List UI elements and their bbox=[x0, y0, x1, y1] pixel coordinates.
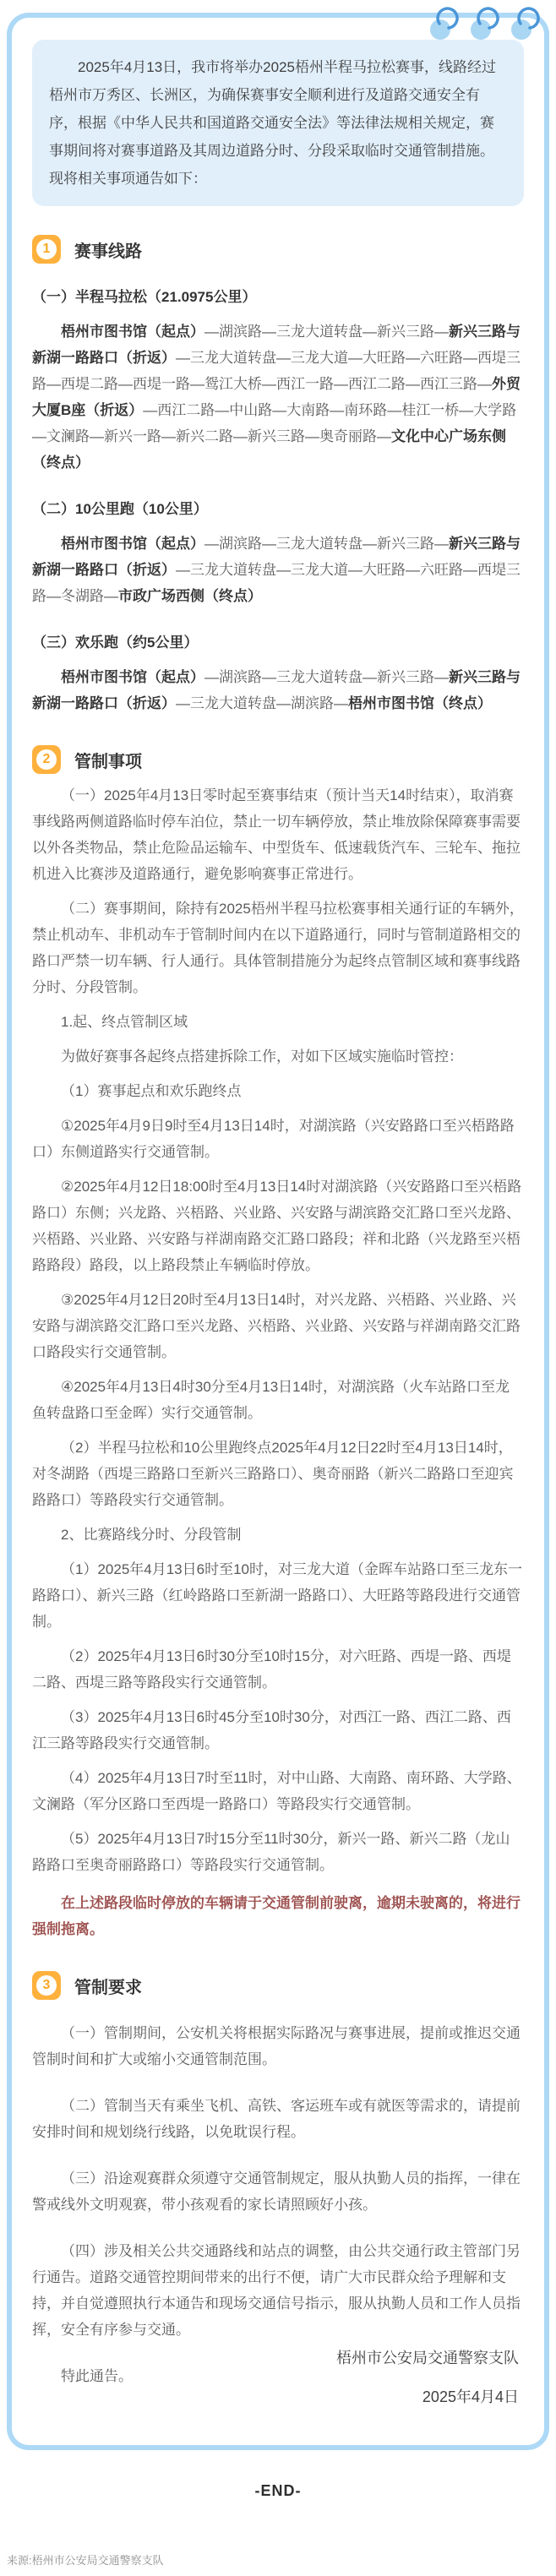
warning-text: 在上述路段临时停放的车辆请于交通管制前驶离，逾期未驶离的，将进行强制拖离。 bbox=[32, 1895, 521, 1937]
section-2-number: 2 bbox=[36, 749, 57, 770]
source-line: 来源:梧州市公安局交通警察支队 bbox=[7, 2554, 164, 2567]
binder-ring-icon bbox=[428, 2, 461, 42]
section-1-number: 1 bbox=[36, 239, 57, 259]
signature-block bbox=[336, 2339, 519, 2416]
section-2-title: 管制事项 bbox=[74, 752, 142, 771]
section-2-header bbox=[32, 745, 524, 774]
section-3-number: 3 bbox=[36, 1975, 57, 1996]
section-3-title: 管制要求 bbox=[74, 1978, 142, 1997]
route-half-marathon: 梧州市图书馆（起点）—湖滨路—三龙大道转盘—新兴三路—新兴三路与新湖一路路口（折返）—三龙大道转盘—三龙大道—大旺路—六旺路—西堤三路—西堤二路—西堤一路—鸳江大桥—西江一路—西江二路—西江三路—外贸大厦B座（折返）—西江二路—中山路—大南路—南环路—桂江一桥—大学路—文澜路—新兴一路—新兴二路—新兴三路—奥奇丽路—文化中心广场东侧（终点） bbox=[32, 324, 521, 471]
section-3-header bbox=[32, 1971, 524, 2000]
subsection-title-fun-run: （三）欢乐跑（约5公里） bbox=[32, 634, 199, 651]
notice-card bbox=[7, 13, 549, 2450]
control-item1-p2: ②2025年4月12日18:00时至4月13日14时对湖滨路（兴安路路口至兴梧路路口）东侧；兴龙路、兴梧路、兴业路、兴安路与湖滨路交汇路口至兴龙路、兴梧路、兴业路、兴安路与祥湖南路交汇路口路段；祥和北路（兴龙路至兴梧路路段）路段，以上路段禁止车辆临时停放。 bbox=[32, 1179, 522, 1273]
control-item1-sub1: （1）赛事起点和欢乐跑终点 bbox=[61, 1083, 242, 1099]
route-10km: 梧州市图书馆（起点）—湖滨路—三龙大道转盘—新兴三路—新兴三路与新湖一路路口（折返）—三龙大道转盘—三龙大道—大旺路—六旺路—西堤三路—冬湖路—市政广场西侧（终点） bbox=[32, 536, 521, 604]
section-3-badge bbox=[32, 1971, 61, 2000]
binder-ring-icon bbox=[509, 2, 542, 42]
intro-panel bbox=[32, 40, 524, 206]
control-item1-p5: （2）半程马拉松和10公里跑终点2025年4月12日22时至4月13日14时，对冬湖路（西堤三路路口至新兴三路路口）、奥奇丽路（新兴二路路口至迎宾路路口）等路段实行交通管制。 bbox=[32, 1440, 514, 1508]
section-1-title: 赛事线路 bbox=[74, 242, 142, 261]
requirement-para-3: （三）沿途观赛群众须遵守交通管制规定，服从执勤人员的指挥，一律在警戒线外文明观赛，带小孩观看的家长请照顾好小孩。 bbox=[32, 2170, 521, 2213]
control-para-1: （一）2025年4月13日零时起至赛事结束（预计当天14时结束），取消赛事线路两侧道路临时停车泊位，禁止一切车辆停放，禁止堆放除保障赛事需要以外各类物品，禁止危险品运输车、中型货车、低速载货汽车、三轮车、拖拉机进入比赛涉及道路通行，避免影响赛事正常进行。 bbox=[32, 787, 521, 882]
end-marker: -END- bbox=[254, 2482, 302, 2499]
requirement-para-4: （四）涉及相关公共交通路线和站点的调整，由公共交通行政主管部门另行通告。道路交通管控期间带来的出行不便，请广大市民群众给予理解和支持，并自觉遵照执行本通告和现场交通信号指示，服从执勤人员和工作人员指挥，安全有序参与交通。 bbox=[32, 2243, 521, 2338]
control-item2-title: 2、比赛路线分时、分段管制 bbox=[61, 1527, 242, 1543]
signature-date: 2025年4月4日 bbox=[422, 2388, 519, 2405]
control-item2-p1: （1）2025年4月13日6时至10时，对三龙大道（金晖车站路口至三龙东一路路口）、新兴三路（红岭路路口至新湖一路路口）、大旺路等路段进行交通管制。 bbox=[32, 1561, 522, 1630]
control-item2-p2: （2）2025年4月13日6时30分至10时15分，对六旺路、西堤一路、西堤二路、西堤三路等路段实行交通管制。 bbox=[32, 1648, 511, 1691]
subsection-title-10km: （二）10公里跑（10公里） bbox=[32, 501, 208, 517]
section-2-badge bbox=[32, 745, 61, 774]
control-item1-title: 1.起、终点管制区域 bbox=[61, 1014, 188, 1030]
route-fun-run: 梧州市图书馆（起点）—湖滨路—三龙大道转盘—新兴三路—新兴三路与新湖一路路口（折返）—三龙大道转盘—湖滨路—梧州市图书馆（终点） bbox=[32, 669, 521, 711]
control-item1-p3: ③2025年4月12日20时至4月13日14时，对兴龙路、兴梧路、兴业路、兴安路与湖滨路交汇路口至兴龙路、兴梧路、兴业路、兴安路与祥湖南路交汇路口路段实行交通管制。 bbox=[32, 1292, 521, 1360]
control-item1-p1: ①2025年4月9日9时至4月13日14时，对湖滨路（兴安路路口至兴梧路路口）东侧道路实行交通管制。 bbox=[32, 1118, 515, 1160]
control-para-2: （二）赛事期间，除持有2025梧州半程马拉松赛事相关通行证的车辆外，禁止机动车、非机动车于管制时间内在以下道路通行，同时与管制道路相交的路口严禁一切车辆、行人通行。具体管制措施分为起终点管制区域和赛事线路分时、分段管制。 bbox=[32, 901, 524, 995]
control-item1-intro: 为做好赛事各起终点搭建拆除工作，对如下区域实施临时管控： bbox=[61, 1048, 463, 1065]
control-item2-p4: （4）2025年4月13日7时至11时，对中山路、大南路、南环路、大学路、文澜路（军分区路口至西堤一路路口）等路段实行交通管制。 bbox=[32, 1770, 521, 1812]
binder-rings bbox=[428, 2, 542, 42]
control-item1-p4: ④2025年4月13日4时30分至4月13日14时，对湖滨路（火车站路口至龙鱼转盘路口至金晖）实行交通管制。 bbox=[32, 1379, 510, 1421]
requirement-para-2: （二）管制当天有乘坐飞机、高铁、客运班车或有就医等需求的，请提前安排时间和规划绕行线路，以免耽误行程。 bbox=[32, 2098, 521, 2140]
binder-ring-icon bbox=[468, 2, 502, 42]
control-item2-p5: （5）2025年4月13日7时15分至11时30分，新兴一路、新兴二路（龙山路路口至奥奇丽路路口）等路段实行交通管制。 bbox=[32, 1831, 510, 1873]
intro-text: 2025年4月13日，我市将举办2025梧州半程马拉松赛事，线路经过梧州市万秀区、长洲区，为确保赛事安全顺利进行及道路交通安全有序，根据《中华人民共和国道路交通安全法》等法律法规相关规定，赛事期间将对赛事道路及其周边道路分时、分段采取临时交通管制措施。现将相关事项通告如下： bbox=[49, 59, 496, 187]
closing-text: 特此通告。 bbox=[61, 2368, 133, 2384]
signature-agency: 梧州市公安局交通警察支队 bbox=[336, 2350, 519, 2366]
subsection-title-half-marathon: （一）半程马拉松（21.0975公里） bbox=[32, 289, 257, 305]
control-item2-p3: （3）2025年4月13日6时45分至10时30分，对西江一路、西江二路、西江三路等路段实行交通管制。 bbox=[32, 1709, 511, 1751]
section-1-badge bbox=[32, 235, 61, 264]
requirement-para-1: （一）管制期间，公安机关将根据实际路况与赛事进展，提前或推迟交通管制时间和扩大或缩小交通管制范围。 bbox=[32, 2025, 521, 2067]
section-1-header bbox=[32, 235, 524, 264]
